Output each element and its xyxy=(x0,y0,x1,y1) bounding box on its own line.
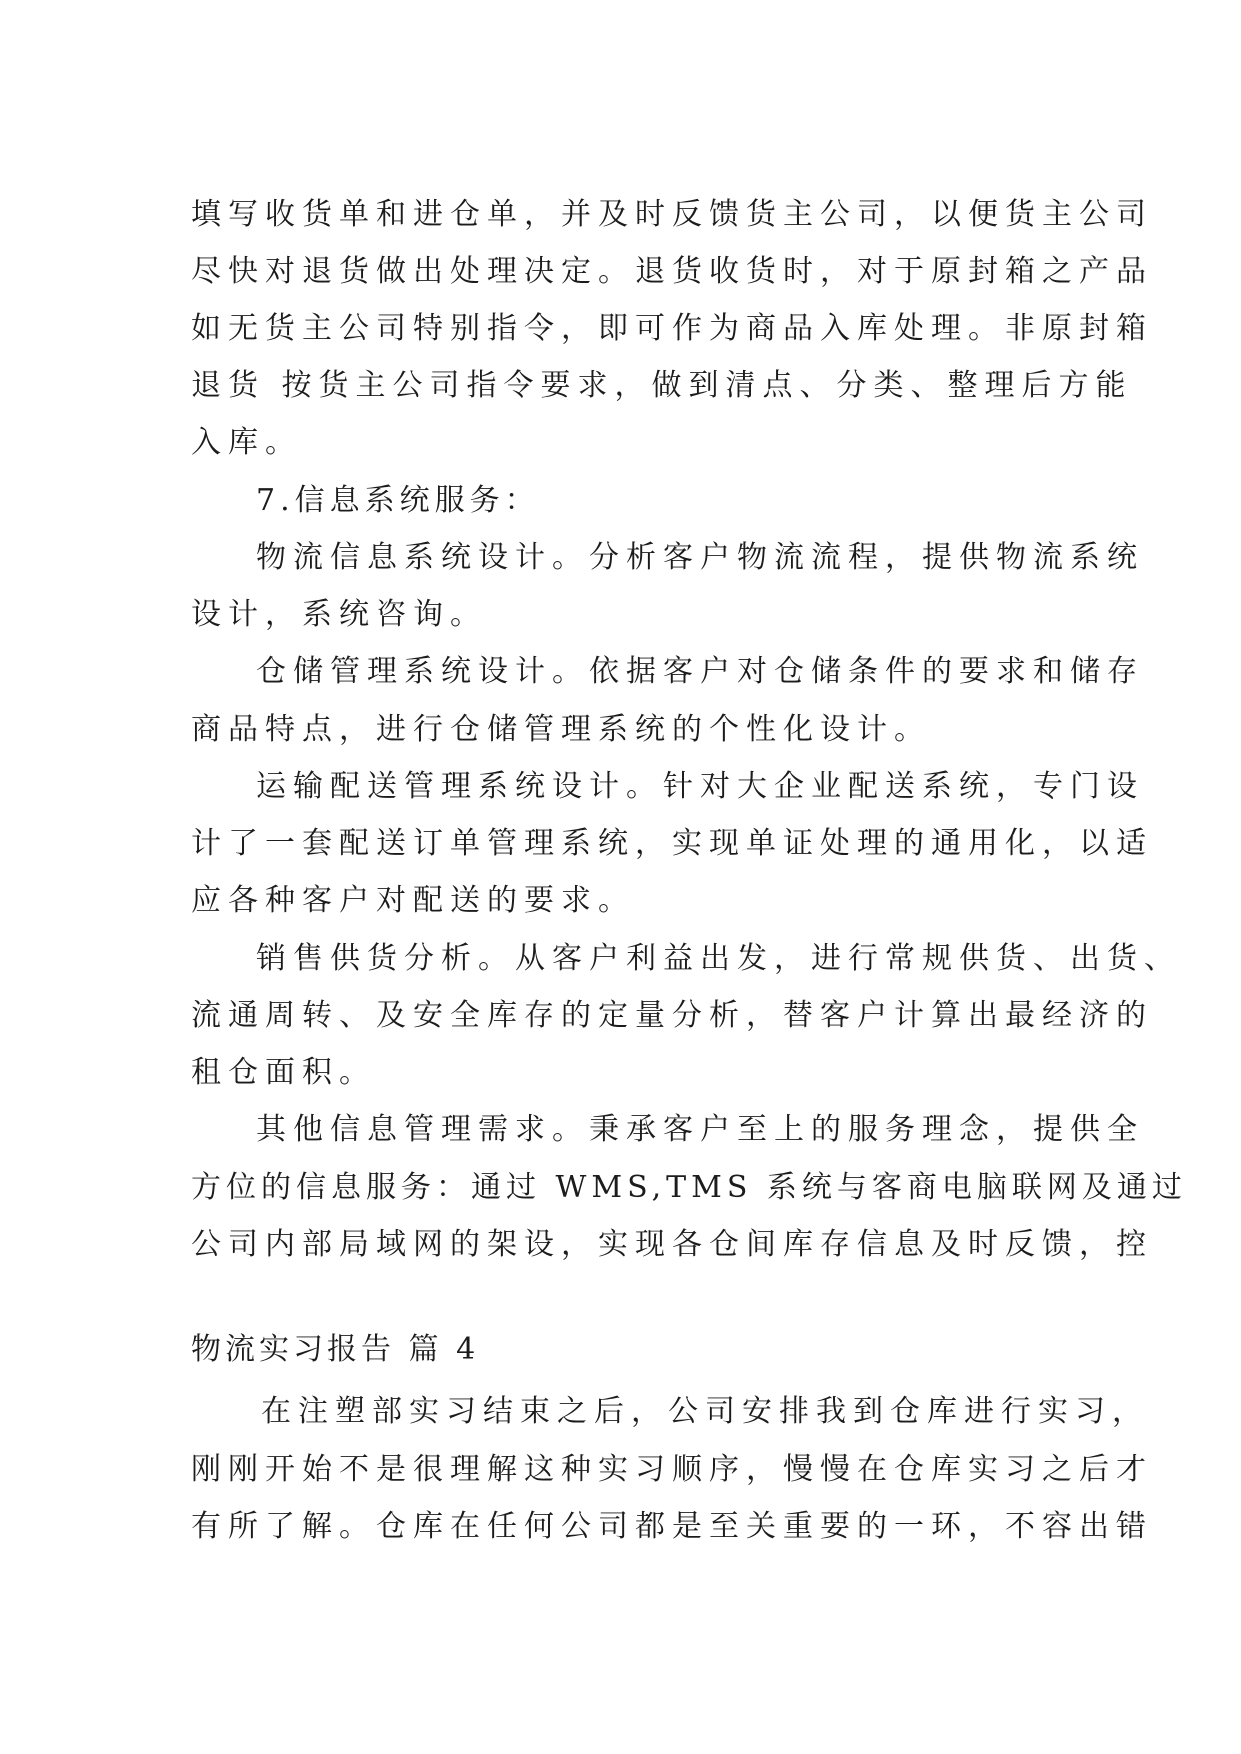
paragraph-line: 有所了解。仓库在任何公司都是至关重要的一环，不容出错 xyxy=(191,1509,1153,1544)
paragraph-line: 公司内部局域网的架设，实现各仓间库存信息及时反馈，控 xyxy=(191,1227,1153,1262)
paragraph-line: 销售供货分析。从客户利益出发，进行常规供货、出货、 xyxy=(256,941,1181,976)
paragraph-line: 尽快对退货做出处理决定。退货收货时，对于原封箱之产品 xyxy=(191,254,1153,289)
paragraph-line: 流通周转、及安全库存的定量分析，替客户计算出最经济的 xyxy=(191,998,1153,1033)
paragraph-line: 商品特点，进行仓储管理系统的个性化设计。 xyxy=(191,712,931,747)
paragraph-line: 仓储管理系统设计。依据客户对仓储条件的要求和储存 xyxy=(256,654,1144,689)
section-heading: 物流实习报告 篇 4 xyxy=(191,1331,480,1367)
paragraph-line: 方位的信息服务：通过 WMS,TMS 系统与客商电脑联网及通过 xyxy=(191,1170,1187,1205)
paragraph-line: 租仓面积。 xyxy=(191,1055,376,1090)
paragraph-line: 退货 按货主公司指令要求，做到清点、分类、整理后方能 xyxy=(191,368,1133,403)
paragraph-line: 计了一套配送订单管理系统，实现单证处理的通用化，以适 xyxy=(191,826,1153,861)
paragraph-line: 入库。 xyxy=(191,425,302,460)
paragraph-line: 运输配送管理系统设计。针对大企业配送系统，专门设 xyxy=(256,769,1144,804)
paragraph-line: 刚刚开始不是很理解这种实习顺序，慢慢在仓库实习之后才 xyxy=(191,1452,1153,1487)
paragraph-line: 设计，系统咨询。 xyxy=(191,597,487,632)
paragraph-line: 在注塑部实习结束之后，公司安排我到仓库进行实习， xyxy=(261,1394,1149,1429)
paragraph-line: 填写收货单和进仓单，并及时反馈货主公司，以便货主公司 xyxy=(191,197,1153,232)
section-number-heading: 7.信息系统服务： xyxy=(256,483,540,518)
paragraph-line: 应各种客户对配送的要求。 xyxy=(191,883,635,918)
paragraph-line: 物流信息系统设计。分析客户物流流程，提供物流系统 xyxy=(256,540,1144,575)
paragraph-line: 其他信息管理需求。秉承客户至上的服务理念，提供全 xyxy=(256,1112,1144,1147)
paragraph-line: 如无货主公司特别指令，即可作为商品入库处理。非原封箱 xyxy=(191,311,1153,346)
